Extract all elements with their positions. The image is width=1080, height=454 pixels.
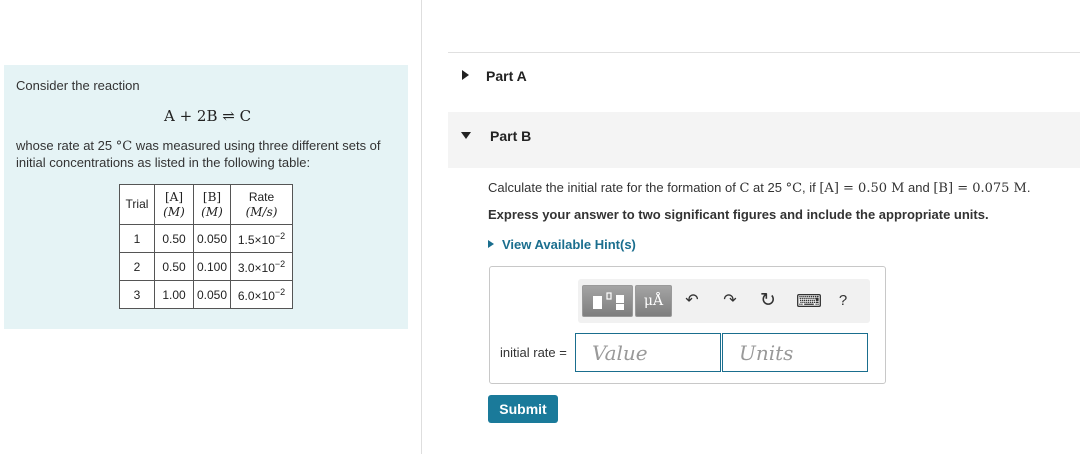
rate-exponent: −2 bbox=[274, 286, 286, 297]
header-b-top: [B] bbox=[202, 189, 222, 204]
rate-mantissa: 3.0×10 bbox=[237, 260, 275, 275]
cell-trial: 1 bbox=[120, 225, 155, 253]
question-species: C bbox=[739, 181, 750, 196]
desc-text-pre: whose rate at 25 bbox=[16, 138, 116, 153]
expand-triangle-icon[interactable] bbox=[462, 70, 469, 80]
answer-instruction: Express your answer to two significant figures and include the appropriate units. bbox=[488, 207, 989, 222]
templates-button[interactable] bbox=[582, 285, 633, 317]
problem-panel bbox=[4, 65, 408, 329]
help-icon[interactable]: ? bbox=[838, 292, 848, 309]
table-row bbox=[120, 281, 293, 309]
cell-conc-a: 1.00 bbox=[155, 281, 194, 309]
units-button[interactable]: μÅ bbox=[635, 285, 672, 317]
section-top-rule bbox=[448, 52, 1080, 53]
rate-exponent: −2 bbox=[274, 258, 286, 269]
value-input[interactable] bbox=[575, 333, 721, 372]
cell-conc-b: 0.050 bbox=[194, 281, 231, 309]
table-row bbox=[120, 253, 293, 281]
question-text-5: . bbox=[1026, 180, 1031, 195]
header-conc-b bbox=[194, 185, 231, 225]
header-a-top: [A] bbox=[164, 189, 184, 204]
templates-icon bbox=[583, 286, 634, 318]
answer-box bbox=[489, 266, 886, 384]
cell-conc-a: 0.50 bbox=[155, 225, 194, 253]
keyboard-icon[interactable]: ⌨ bbox=[796, 291, 822, 311]
question-condition-a: [A] = 0.50 M bbox=[819, 181, 905, 196]
cell-conc-b: 0.100 bbox=[194, 253, 231, 281]
answer-label: initial rate = bbox=[500, 345, 567, 360]
desc-temp-unit: °C bbox=[115, 139, 133, 154]
hint-label[interactable]: View Available Hint(s) bbox=[502, 237, 636, 252]
cell-trial: 3 bbox=[120, 281, 155, 309]
header-a-unit: (M) bbox=[163, 204, 185, 219]
header-rate-unit: (M/s) bbox=[245, 204, 278, 219]
undo-icon[interactable]: ↶ bbox=[685, 292, 699, 309]
part-a-label[interactable]: Part A bbox=[486, 68, 527, 84]
problem-description bbox=[16, 138, 401, 171]
cell-conc-b: 0.050 bbox=[194, 225, 231, 253]
header-conc-a bbox=[155, 185, 194, 225]
panel-divider bbox=[421, 0, 422, 454]
submit-button[interactable]: Submit bbox=[488, 395, 558, 423]
rate-mantissa: 1.5×10 bbox=[237, 232, 275, 247]
part-a-header[interactable] bbox=[448, 55, 1080, 97]
rate-mantissa: 6.0×10 bbox=[237, 288, 275, 303]
collapse-triangle-icon[interactable] bbox=[461, 132, 471, 139]
header-rate-top: Rate bbox=[248, 189, 275, 204]
question-condition-b: [B] = 0.075 M bbox=[933, 181, 1027, 196]
question-text bbox=[488, 180, 1031, 196]
question-text-4: and bbox=[904, 180, 934, 195]
question-temp-unit: °C bbox=[785, 181, 803, 196]
header-rate bbox=[231, 185, 293, 225]
part-b-header[interactable] bbox=[448, 112, 1080, 168]
cell-rate bbox=[231, 253, 293, 281]
units-input[interactable] bbox=[722, 333, 868, 372]
header-b-unit: (M) bbox=[201, 204, 223, 219]
cell-conc-a: 0.50 bbox=[155, 253, 194, 281]
question-text-2: at 25 bbox=[749, 180, 786, 195]
cell-rate bbox=[231, 281, 293, 309]
reset-icon[interactable]: ↻ bbox=[760, 290, 776, 311]
cell-trial: 2 bbox=[120, 253, 155, 281]
part-b-label[interactable]: Part B bbox=[490, 128, 532, 144]
table-header-row bbox=[120, 185, 293, 225]
question-text-1: Calculate the initial rate for the formation of bbox=[488, 180, 740, 195]
view-hints-link[interactable] bbox=[488, 237, 636, 252]
hint-triangle-icon bbox=[488, 240, 494, 248]
rate-exponent: −2 bbox=[274, 230, 286, 241]
question-text-3: , if bbox=[802, 180, 820, 195]
cell-rate bbox=[231, 225, 293, 253]
table-row bbox=[120, 225, 293, 253]
reaction-equation: A + 2B ⇌ C bbox=[164, 107, 252, 125]
rate-table bbox=[119, 184, 293, 309]
desc-text-post: was measured using three different sets of initial concentrations as listed in the following table: bbox=[16, 138, 381, 170]
header-trial: Trial bbox=[120, 185, 155, 225]
problem-intro: Consider the reaction bbox=[16, 78, 140, 93]
redo-icon[interactable]: ↷ bbox=[723, 292, 737, 309]
math-toolbar bbox=[578, 279, 870, 323]
